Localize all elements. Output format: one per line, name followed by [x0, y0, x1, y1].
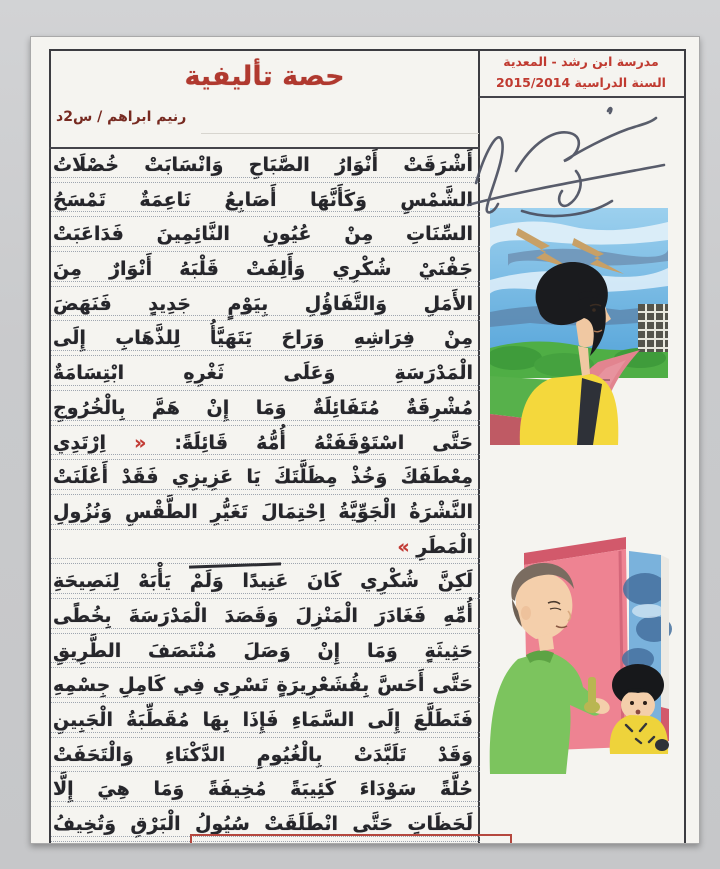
school-name: مدرسة ابن رشد - المعدية — [503, 54, 659, 69]
essay-line: النَّشْرَةُ الْجَوِّيَّةُ اِحْتِمَالَ تَغَيُّرِ الطَّقْسِ وَنُزُولِ — [51, 496, 478, 531]
essay-line: الْمَطَرِ » — [51, 531, 478, 566]
document-page — [30, 36, 700, 844]
faint-title-underline — [201, 133, 479, 134]
essay-line: السِّنَاتِ مِنْ عُيُونِ النَّائِمِينَ فَدَاعَبَتْ — [51, 218, 478, 253]
school-year-line: السنة الدراسية 2015/2014 — [496, 75, 666, 90]
ruled-line — [51, 211, 480, 217]
ruled-line — [51, 801, 480, 807]
red-annotation-box — [190, 834, 512, 844]
ruled-line — [51, 454, 480, 460]
ruled-line — [51, 766, 480, 772]
illustration-boy-stormy-sky-image — [490, 208, 668, 445]
essay-line: أَشْرَقَتْ أَنْوَارُ الصَّبَاحِ وَانْسَابَتْ خُصْلَاتُ — [51, 149, 478, 184]
ruled-line — [51, 177, 480, 183]
essay-line: حَثِيثَةٍ وَمَا إِنْ وَصَلَ مُنْتَصَفَ الطَّرِيقِ — [51, 635, 478, 670]
ruled-line — [51, 489, 480, 495]
essay-line: مِنْ فِرَاشِهِ وَرَاحَ يَتَهَيَّأُ لِلذَّهَابِ إِلَى — [51, 322, 478, 357]
essay-line: لَكِنَّ شُكْرِي كَانَ عَنِيدًا وَلَمْ يَأْبَهْ لِنَصِيحَةِ — [51, 565, 478, 600]
essay-line: الشَّمْسِ وَكَأَنَّهَا أَصَابِعُ نَاعِمَةٌ تَمْسَحُ — [51, 184, 478, 219]
essay-body — [51, 149, 478, 843]
essay-line: حُلَّةً سَوْدَاءَ كَئِيبَةً مُخِيفَةً وَمَا هِيَ إِلَّا — [51, 773, 478, 808]
student-name: رنيم ابراهم / س2د — [56, 109, 187, 125]
essay-line: الأَمَلِ وَالتَّفَاؤُلِ بِيَوْمٍ جَدِيدٍ فَنَهَضَ — [51, 288, 478, 323]
ruled-line — [51, 662, 480, 668]
ruled-line — [51, 281, 480, 287]
essay-line: الْمَدْرَسَةِ وَعَلَى ثَغْرِهِ ابْتِسَامَةٌ — [51, 357, 478, 392]
ruled-line — [51, 246, 480, 252]
ruled-line — [51, 697, 480, 703]
essay-line: حَتَّى اسْتَوْقَفَتْهُ أُمُّهُ قَائِلَةً: « اِرْتَدِي — [51, 427, 478, 462]
ruled-line — [51, 732, 480, 738]
essay-line: وَقَدْ تَلَبَّدَتْ بِالْغُيُومِ الدَّكْنَاءِ وَالْتَحَفَتْ — [51, 739, 478, 774]
red-quote-mark: » — [397, 535, 410, 558]
ruled-line — [51, 524, 480, 530]
essay-line: حَتَّى أَحَسَّ بِقُشَعْرِيرَةٍ تَسْرِي فِي كَامِلِ جِسْمِهِ — [51, 669, 478, 704]
red-quote-mark: « — [134, 431, 147, 454]
essay-line: جَفْنَيْ شُكْرِي وَأَلِفَتْ قَلْبَهُ أَنْوَارٌ مِنَ — [51, 253, 478, 288]
ruled-line — [51, 593, 480, 599]
illustration-father-door-image — [488, 519, 674, 774]
essay-line: مِعْطَفَكَ وَخُذْ مِظَلَّتَكَ يَا عَزِيزِي فَقَدْ أَعْلَنَتْ — [51, 461, 478, 496]
essay-line: فَتَطَلَّعَ إِلَى السَّمَاءِ فَإِذَا بِهَا مُقَطِّبَةُ الْجَبِينِ — [51, 704, 478, 739]
ruled-line — [51, 350, 480, 356]
ruled-line — [51, 385, 480, 391]
essay-line: أُمِّهِ فَغَادَرَ الْمَنْزِلَ وَقَصَدَ الْمَدْرَسَةَ بِخُطًى — [51, 600, 478, 635]
ruled-line — [51, 315, 480, 321]
essay-line: لَحَظَاتٍ حَتَّى انْطَلَقَتْ سُيُولُ الْبَرْقِ وَتُخِيفُ — [51, 808, 478, 843]
teacher-signature — [456, 85, 671, 235]
ruled-line — [51, 628, 480, 634]
ruled-line — [51, 420, 480, 426]
essay-line: مُشْرِقَةٌ مُتَفَائِلَةٌ وَمَا إِنْ هَمَّ بِالْخُرُوجِ — [51, 392, 478, 427]
page-title: حصة تأليفية — [184, 61, 345, 92]
